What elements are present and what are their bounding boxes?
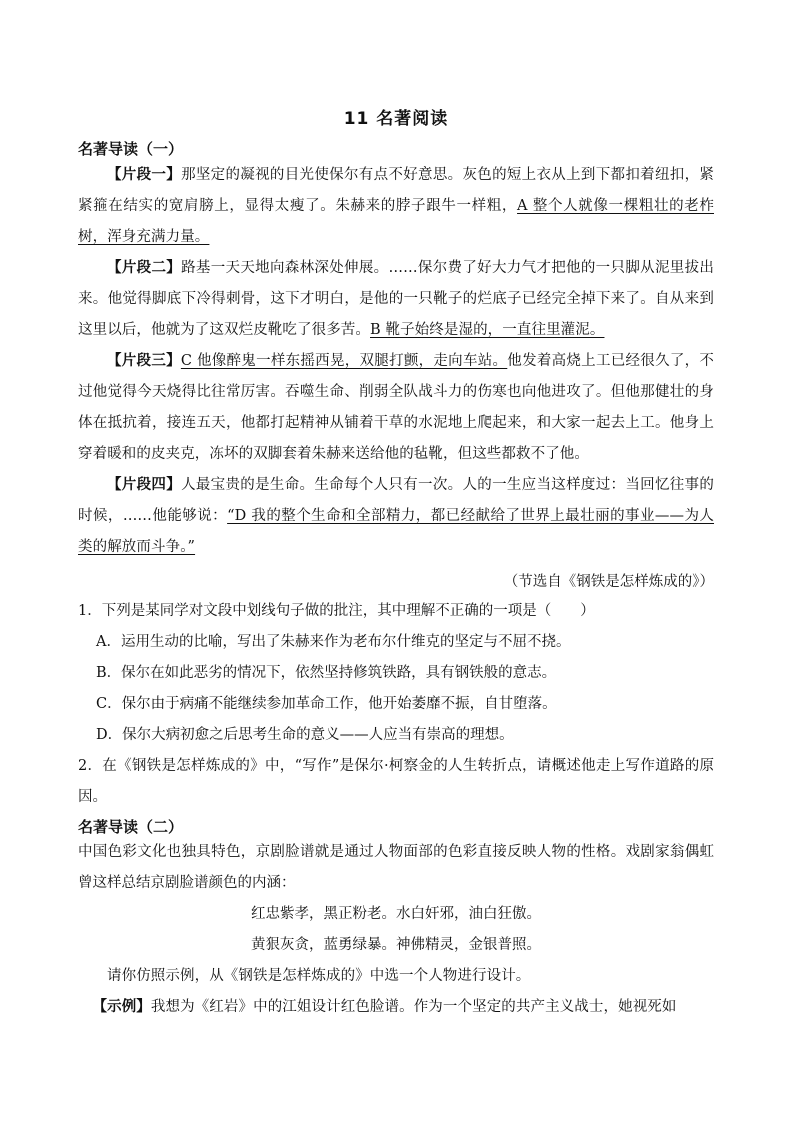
verse-line-1: 红忠紫孝，黑正粉老。水白奸邪，油白狂傲。 [251,906,541,922]
excerpt-4-underlined: “D 我的整个生命和全部精力，都已经献给了世界上最壮丽的事业——为人类的解放而斗争。” [78,508,715,555]
option-d: D．保尔大病初愈之后思考生命的意义——人应当有崇高的理想。 [96,727,514,743]
excerpt-3-label: 【片段三】 [107,353,181,369]
excerpt-2-text: 路基一天天地向森林深处伸展。……保尔费了好大力气才把他的一只脚从泥里拔出来。他觉得脚底下冷得刺骨，这下才明白，是他的一只靴子的烂底子已经完全掉下来了。自从来到这里以后，他就为了这双烂皮靴吃了很多苦。 [78,260,714,338]
excerpt-1-text: 那坚定的凝视的目光使保尔有点不好意思。灰色的短上衣从上到下都扣着纽扣，紧紧箍在结实的宽肩膀上，显得太瘦了。朱赫来的脖子跟牛一样粗， [78,167,715,214]
option-a: A．运用生动的比喻，写出了朱赫来作为老布尔什维克的坚定与不屈不挠。 [96,634,571,650]
excerpt-1-underlined: A 整个人就像一棵粗壮的老柞树，浑身充满力量。 [78,198,714,245]
excerpt-3 [78,346,714,470]
question-2: 2．在《钢铁是怎样炼成的》中，“写作”是保尔·柯察金的人生转折点，请概述他走上写作道路的原因。 [78,758,714,805]
example-label: 【示例】 [92,999,151,1015]
excerpt-2-label: 【片段二】 [107,260,182,276]
section2-heading: 名著导读（二） [78,818,184,836]
section2-instruction: 请你仿照示例，从《钢铁是怎样炼成的》中选一个人物进行设计。 [107,968,531,984]
excerpt-3-underlined: C 他像醉鬼一样东摇西晃，双腿打颤，走向车站。 [180,353,508,369]
excerpt-2 [78,253,714,346]
excerpt-1 [78,160,714,253]
excerpt-4-text: 人最宝贵的是生命。生命每个人只有一次。人的一生应当这样度过：当回忆往事的时候，……他能够说： [78,477,715,524]
excerpt-2-underlined: B 靴子始终是湿的，一直往里灌泥。 [370,322,605,338]
section1-heading: 名著导读（一） [78,140,184,158]
example-text: 我想为《红岩》中的江姐设计红色脸谱。作为一个坚定的共产主义战士，她视死如 [150,999,677,1015]
question-1: 1．下列是某同学对文段中划线句子做的批注，其中理解不正确的一项是（ ） [78,603,595,619]
excerpt-4-label: 【片段四】 [107,477,182,493]
option-b: B．保尔在如此恶劣的情况下，依然坚持修筑铁路，具有钢铁般的意志。 [96,665,557,681]
example-paragraph [78,992,714,1023]
page-title: 11 名著阅读 [343,109,449,129]
excerpt-3-text: 他发着高烧上工已经很久了，不过他觉得今天烧得比往常厉害。吞噬生命、削弱全队战斗力的伤寒也向他进攻了。但他那健壮的身体在抵抗着，接连五天，他都打起精神从铺着干草的水泥地上爬起来，和大家一起去上工。他身上穿着暖和的皮夹克，冻坏的双脚套着朱赫来送给他的毡靴，但这些都救不了他。 [78,353,714,462]
excerpt-4 [78,470,714,563]
excerpt-1-label: 【片段一】 [107,167,182,183]
excerpt-source: （节选自《钢铁是怎样炼成的》） [503,574,714,590]
section2-intro: 中国色彩文化也独具特色，京剧脸谱就是通过人物面部的色彩直接反映人物的性格。戏剧家翁偶虹曾这样总结京剧脸谱颜色的内涵： [78,844,714,891]
option-c: C．保尔由于病痛不能继续参加革命工作，他开始萎靡不振，自甘堕落。 [96,696,557,712]
verse-line-2: 黄狠灰贪，蓝勇绿暴。神佛精灵，金银普照。 [251,937,541,953]
